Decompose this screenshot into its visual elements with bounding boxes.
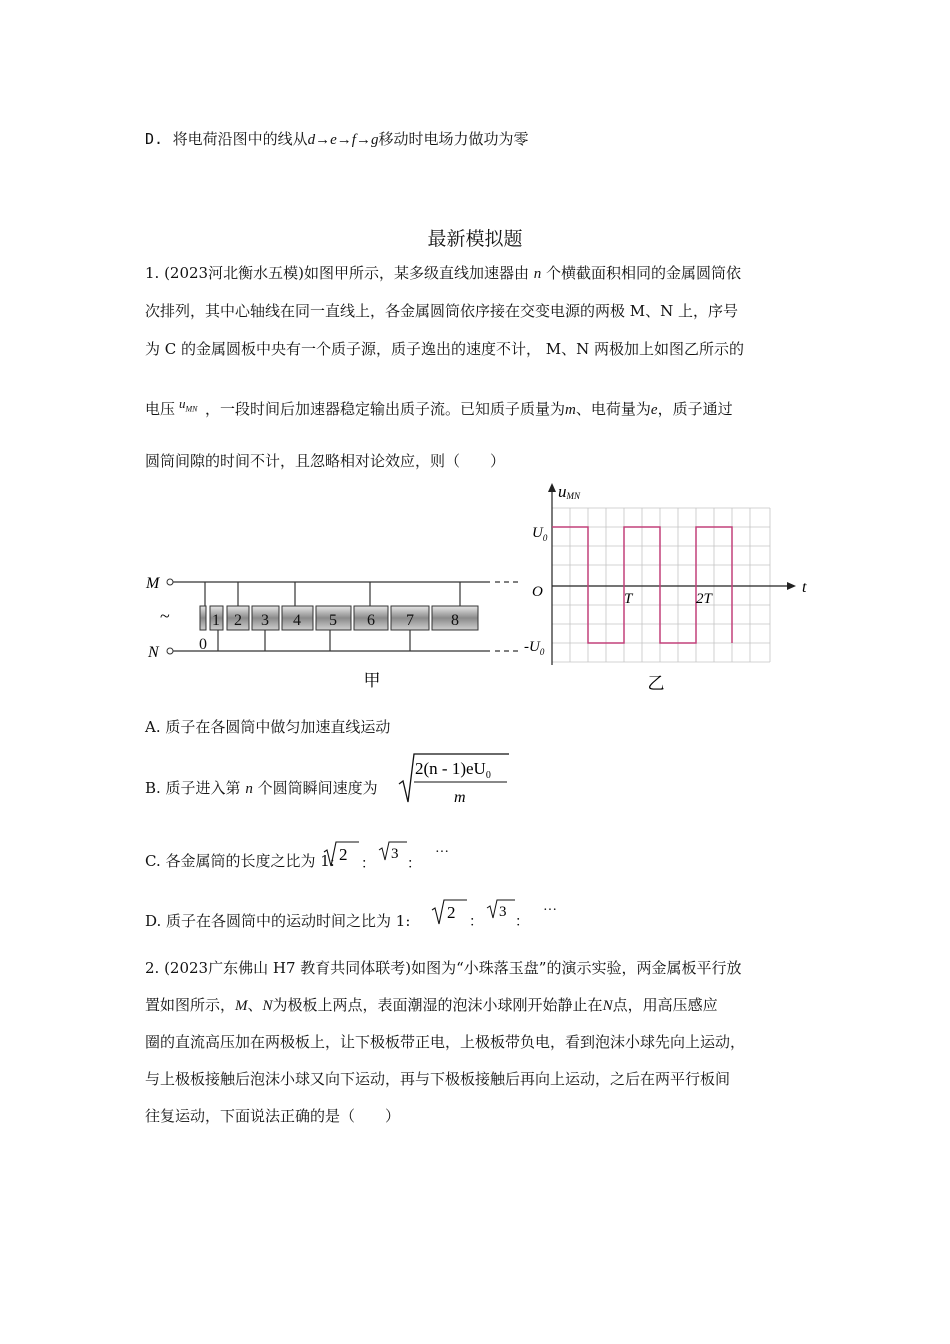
svg-text:m: m: [454, 789, 466, 806]
prev-option-d: D. 将电荷沿图中的线从d→e→f→g移动时电场力做功为零: [145, 130, 529, 148]
svg-text:···: ···: [435, 845, 449, 860]
ylabel-u: uMN: [558, 482, 580, 501]
ac-source-symbol: ~: [160, 606, 170, 626]
q1-line5: 圆筒间隙的时间不计，且忽略相对论效应，则（ ）: [145, 452, 506, 470]
q2-line5: 往复运动，下面说法正确的是（ ）: [145, 1107, 401, 1125]
svg-text:2: 2: [447, 903, 456, 922]
svg-text:：: ：: [515, 915, 529, 930]
label-negU0: $-U_0$: [524, 639, 545, 657]
y-axis-arrow: [548, 483, 556, 492]
q1-line2: 次排列，其中心轴线在同一直线上，各金属圆筒依序接在交变电源的两极 M、N 上，序号: [145, 302, 739, 320]
label-N: N: [148, 644, 159, 661]
svg-text:2(n - 1)eU0: $2(n - 1)eU_0$: [415, 759, 491, 781]
svg-text:：: ：: [407, 857, 421, 872]
tube-label-1: 1: [212, 612, 220, 629]
q1-line4: 电压 $u_{MN}$ ，一段时间后加速器稳定输出质子流。已知质子质量为m、电荷量为e，质子通过: [145, 396, 733, 418]
figure-jia-accelerator: [140, 560, 540, 700]
caption-jia: 甲: [363, 671, 381, 690]
svg-text:3: 3: [391, 846, 399, 862]
q2-line4: 与上极板接触后泡沫小球又向下运动，再与下极板接触后再向上运动，之后在两平行板间: [145, 1070, 731, 1088]
q1-option-a: A. 质子在各圆筒中做匀加速直线运动: [145, 718, 391, 736]
x-axis-arrow: [787, 582, 796, 590]
svg-text:3: 3: [499, 904, 507, 920]
terminal-N: [167, 648, 173, 654]
xlabel-t: t: [802, 579, 807, 596]
svg-text:2: 2: [339, 845, 348, 864]
label-T: T: [624, 591, 633, 607]
terminal-M: [167, 579, 173, 585]
formula-ratio-c: [323, 840, 463, 872]
q2-line2: 置如图所示，M、N为极板上两点，表面潮湿的泡沫小球刚开始静止在N点，用高压感应: [145, 996, 718, 1014]
q1-line3: 为 C 的金属圆板中央有一个质子源，质子逸出的速度不计， M、N 两极加上如图乙所示的: [145, 340, 745, 358]
svg-text:：: ：: [469, 915, 483, 930]
svg-text:：: ：: [361, 857, 375, 872]
figure-yi-waveform: [520, 475, 820, 700]
tube-label-4: 4: [293, 612, 301, 629]
connections-N: [218, 630, 410, 651]
q1-line1: 1. (2023河北衡水五模)如图甲所示，某多级直线加速器由 n 个横截面积相同的金属圆筒依: [145, 264, 742, 282]
tube-label-7: 7: [406, 612, 414, 629]
q2-line1: 2. (2023广东佛山 H7 教育共同体联考)如图为“小珠落玉盘”的演示实验，两金属板平行放: [145, 959, 742, 977]
tube-label-8: 8: [451, 612, 459, 629]
plate-0: [200, 606, 206, 630]
connections-M: [205, 582, 460, 606]
tube-label-6: 6: [367, 612, 375, 629]
formula-ratio-d: [431, 898, 571, 930]
label-U0: $U_0$: [532, 525, 548, 543]
tube-label-3: 3: [261, 612, 269, 629]
label-origin: O: [532, 584, 543, 600]
tube-label-5: 5: [329, 612, 337, 629]
caption-yi: 乙: [647, 674, 665, 693]
tube-label-2: 2: [234, 612, 242, 629]
formula-sqrt-velocity: [397, 752, 512, 810]
q2-line3: 圈的直流高压加在两极板上，让下极板带正电，上极板带负电，看到泡沫小球先向上运动，: [145, 1033, 746, 1051]
label-2T: 2T: [696, 591, 712, 607]
svg-text:···: ···: [543, 903, 557, 918]
section-title: 最新模拟题: [427, 228, 523, 250]
tube-label-0: 0: [199, 636, 207, 653]
grid: [552, 508, 770, 662]
label-M: M: [146, 575, 160, 592]
